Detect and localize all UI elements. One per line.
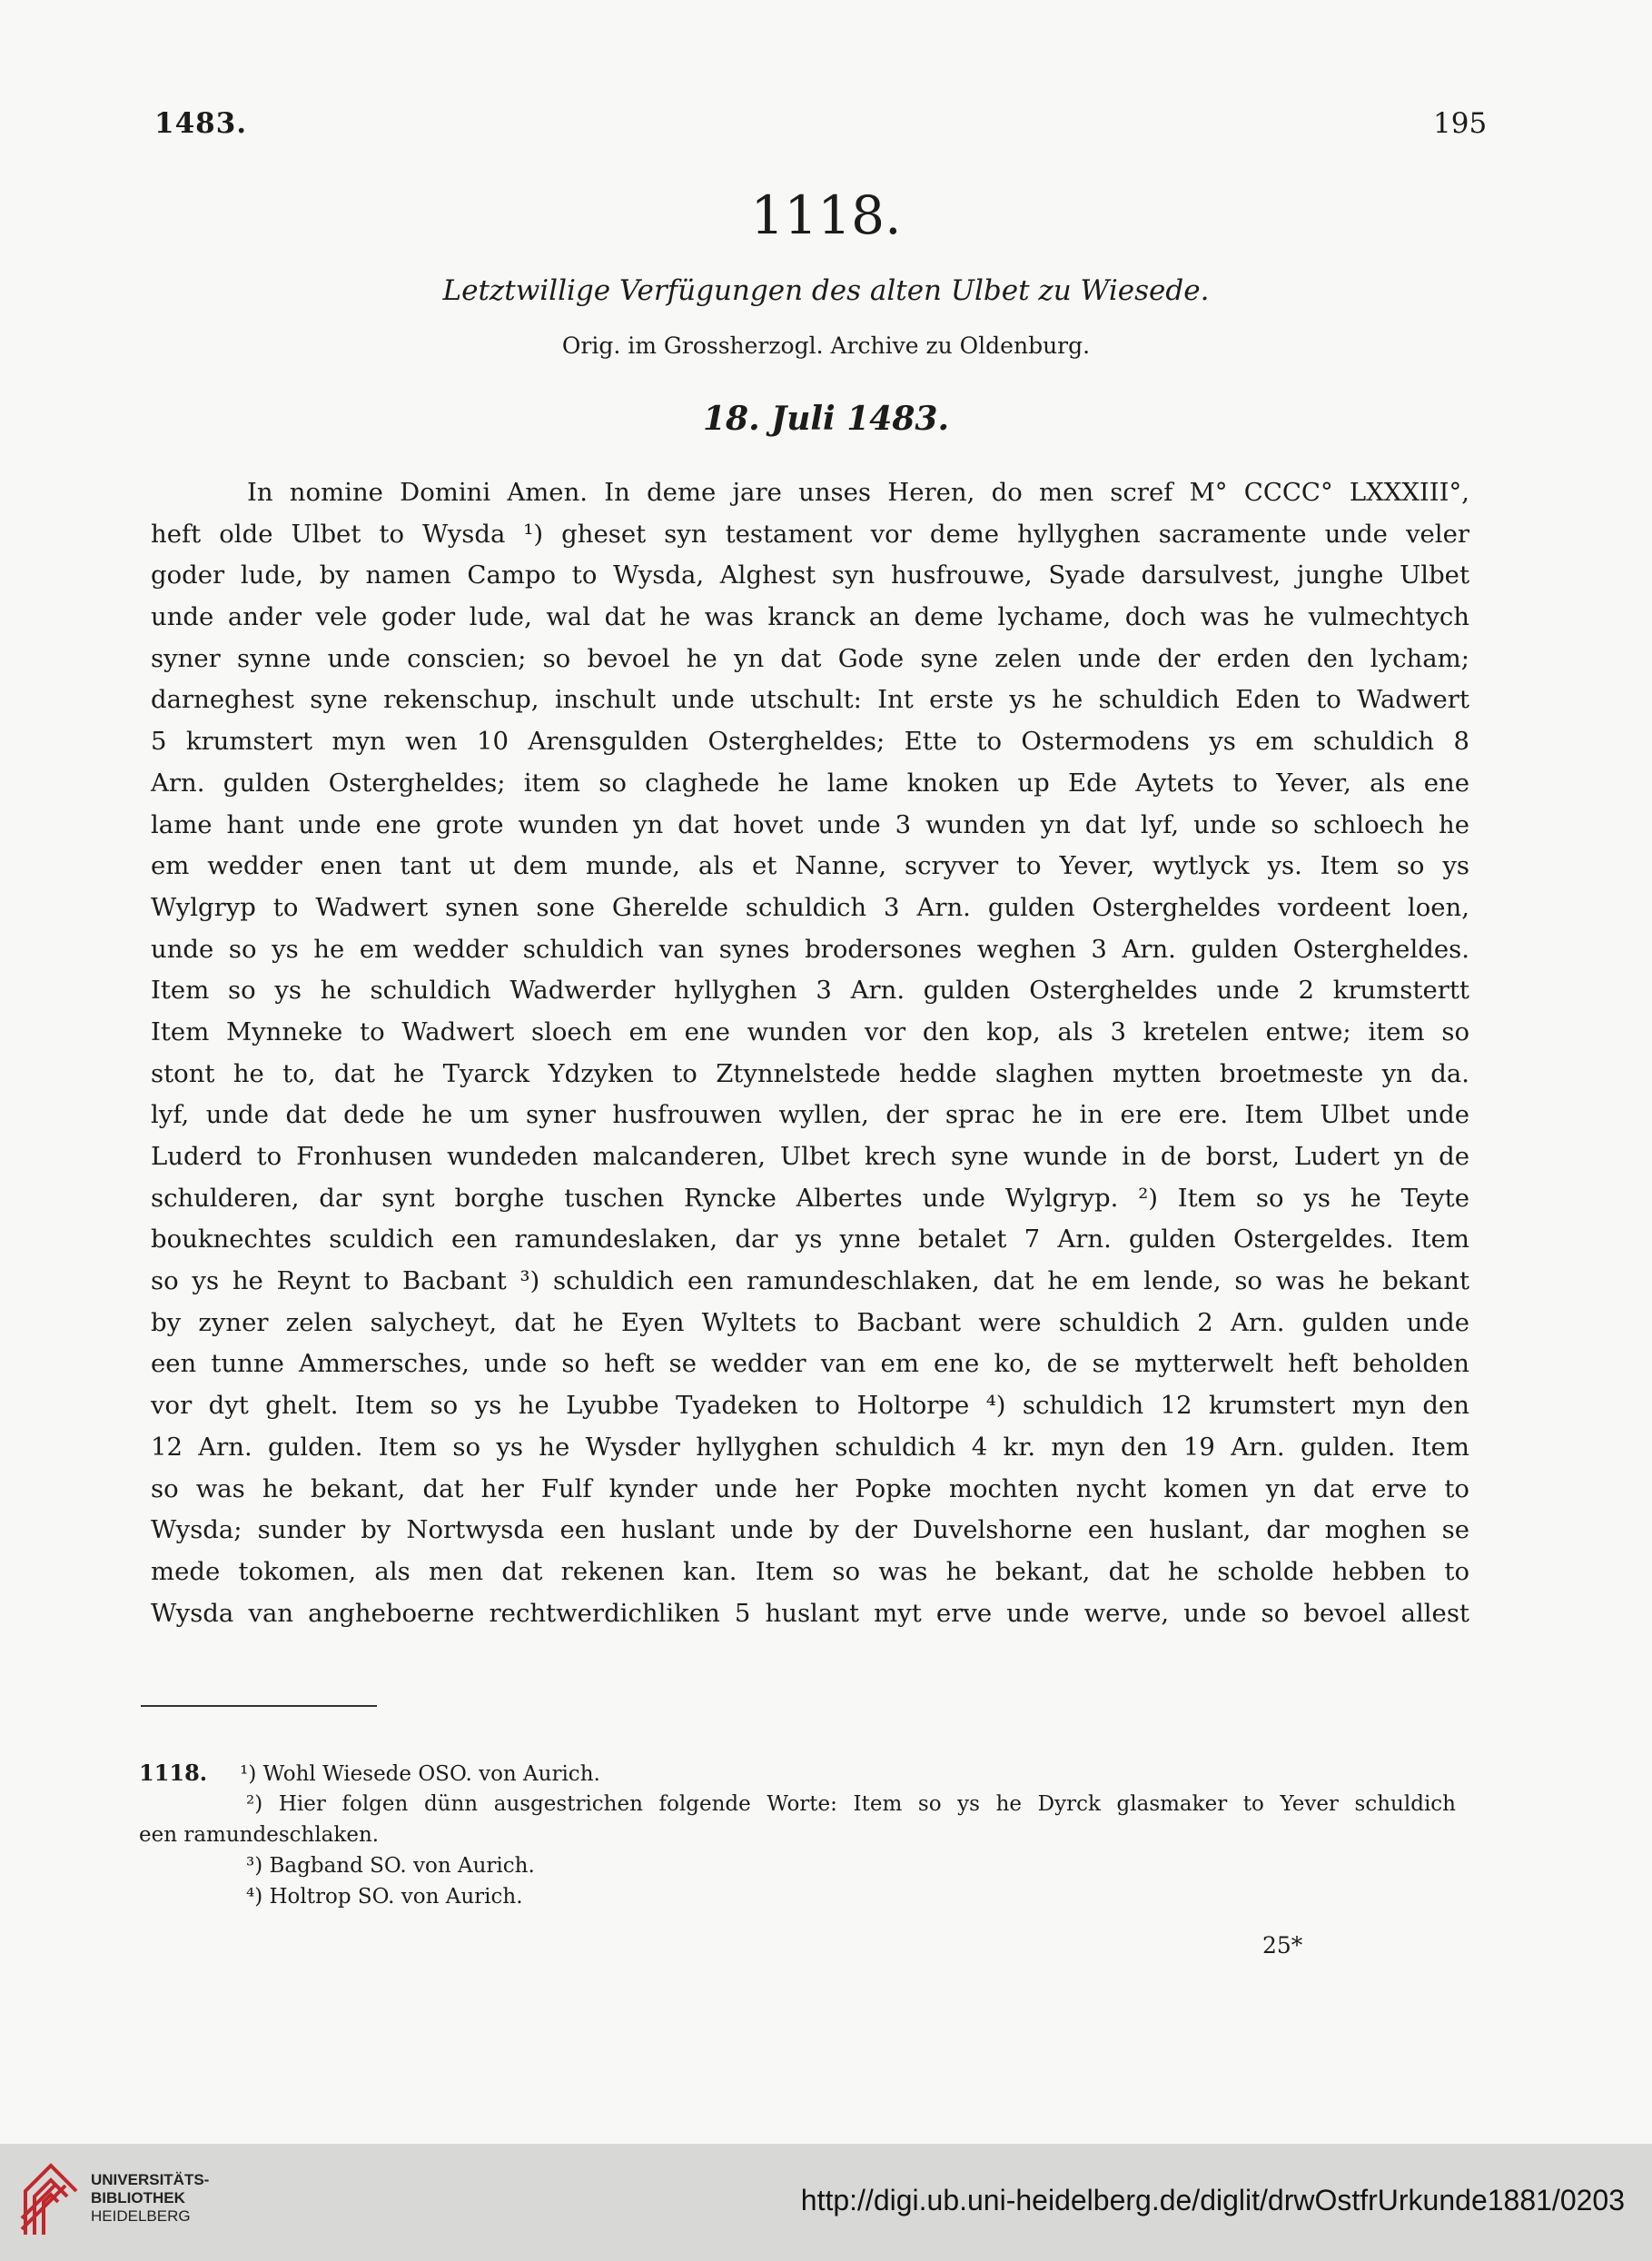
body-line: darneghest syne rekenschup, inschult unde utschult: Int erste ys he schuldich Eden to Wadwert bbox=[151, 685, 1469, 715]
body-line: bouknechtes sculdich een ramundeslaken, dar ys ynne betalet 7 Arn. gulden Ostergeldes. Item bbox=[151, 1225, 1469, 1254]
body-line: Wylgryp to Wadwert synen sone Gherelde schuldich 3 Arn. gulden Ostergheldes vordeent loen, bbox=[151, 892, 1469, 922]
body-line: een tunne Ammersches, unde so heft se wedder van em ene ko, de se mytterwelt heft beholden bbox=[151, 1349, 1469, 1379]
body-line: 12 Arn. gulden. Item so ys he Wysder hyllyghen schuldich 4 kr. myn den 19 Arn. gulden. Item bbox=[151, 1432, 1469, 1462]
footnote-divider bbox=[141, 1705, 377, 1707]
body-text bbox=[151, 472, 1469, 1634]
body-line: unde so ys he em wedder schuldich van synes brodersones weghen 3 Arn. gulden Ostergheldes. bbox=[151, 934, 1469, 964]
library-name-line-3: HEIDELBERG bbox=[91, 2207, 191, 2225]
body-line: lyf, unde dat dede he um syner husfrouwen wyllen, der sprac he in ere ere. Item Ulbet unde bbox=[151, 1100, 1469, 1130]
footnote-3: ³) Bagband SO. von Aurich. bbox=[246, 1854, 535, 1878]
footnote-2: ²) Hier folgen dünn ausgestrichen folgende Worte: Item so ys he Dyrck glasmaker to Yever schuldich bbox=[246, 1792, 1456, 1816]
body-line: Wysda van angheboerne rechtwerdichliken 5 huslant myt erve unde werve, unde so bevoel allest bbox=[151, 1598, 1469, 1628]
footnote-1-text: ¹) Wohl Wiesede OSO. von Aurich. bbox=[240, 1762, 600, 1786]
body-line: vor dyt ghelt. Item so ys he Lyubbe Tyadeken to Holtorpe ⁴) schuldich 12 krumstert myn den bbox=[151, 1391, 1469, 1421]
footnote-1 bbox=[139, 1758, 1456, 1789]
body-line: schulderen, dar synt borghe tuschen Ryncke Albertes unde Wylgryp. ²) Item so ys he Teyte bbox=[151, 1183, 1469, 1213]
body-line: em wedder enen tant ut dem munde, als et Nanne, scryver to Yever, wytlyck ys. Item so ys bbox=[151, 851, 1469, 881]
running-header-year: 1483. bbox=[154, 107, 248, 140]
body-line: syner synne unde conscien; so bevoel he yn dat Gode syne zelen unde der erden den lycham; bbox=[151, 643, 1469, 673]
body-line: Luderd to Fronhusen wundeden malcanderen, Ulbet krech syne wunde in de borst, Ludert yn de bbox=[151, 1142, 1469, 1171]
footnotes bbox=[139, 1758, 1456, 1912]
body-line: so was he bekant, dat her Fulf kynder unde her Popke mochten nycht komen yn dat erve to bbox=[151, 1473, 1469, 1503]
body-line: Item so ys he schuldich Wadwerder hyllyghen 3 Arn. gulden Ostergheldes unde 2 krumstertt bbox=[151, 976, 1469, 1006]
body-line: mede tokomen, als men dat rekenen kan. Item so was he bekant, dat he scholde hebben to bbox=[151, 1556, 1469, 1586]
body-line: Item Mynneke to Wadwert sloech em ene wunden vor den kop, als 3 kretelen entwe; item so bbox=[151, 1016, 1469, 1046]
document-source: Orig. im Grossherzogl. Archive zu Oldenburg. bbox=[561, 332, 1091, 359]
body-line: Wysda; sunder by Nortwysda een huslant unde by der Duvelshorne een huslant, dar moghen se bbox=[151, 1515, 1469, 1545]
body-line: lame hant unde ene grote wunden yn dat hovet unde 3 wunden yn dat lyf, unde so schloech he bbox=[151, 809, 1469, 839]
footnote-doc-ref: 1118. bbox=[139, 1760, 208, 1786]
body-line: heft olde Ulbet to Wysda ¹) gheset syn testament vor deme hyllyghen sacramente unde veler bbox=[151, 519, 1469, 549]
source-url-link[interactable]: http://digi.ub.uni-heidelberg.de/diglit/drwOstfrUrkunde1881/0203 bbox=[800, 2184, 1625, 2216]
body-line: In nomine Domini Amen. In deme jare unses Heren, do men scref M° CCCC° LXXXIII°, bbox=[247, 478, 1469, 507]
library-name bbox=[91, 2171, 209, 2226]
body-line: Arn. gulden Ostergheldes; item so claghede he lame knoken up Ede Aytets to Yever, als ene bbox=[151, 768, 1469, 798]
signature-mark: 25* bbox=[1262, 1932, 1303, 1959]
body-line: by zyner zelen salycheyt, dat he Eyen Wyltets to Bacbant were schuldich 2 Arn. gulden unde bbox=[151, 1307, 1469, 1337]
library-footer-bar bbox=[0, 2144, 1652, 2261]
document-date: 18. Juli 1483. bbox=[703, 400, 949, 438]
page-number: 195 bbox=[1433, 107, 1488, 140]
footnote-4: ⁴) Holtrop SO. von Aurich. bbox=[246, 1885, 523, 1909]
body-line: unde ander vele goder lude, wal dat he was kranck an deme lychame, doch was he vulmechtych bbox=[151, 602, 1469, 632]
document-number: 1118. bbox=[750, 184, 902, 246]
document-title: Letztwillige Verfügungen des alten Ulbet zu Wiesede. bbox=[442, 274, 1210, 307]
ub-heidelberg-logo-icon bbox=[18, 2155, 84, 2242]
library-name-line-1: UNIVERSITÄTS- bbox=[91, 2171, 210, 2188]
library-name-line-2: BIBLIOTHEK bbox=[91, 2189, 185, 2206]
body-line: so ys he Reynt to Bacbant ³) schuldich een ramundeschlaken, dat he em lende, so was he bekant bbox=[151, 1266, 1469, 1296]
footnote-2-continued: een ramundeschlaken. bbox=[139, 1823, 380, 1847]
body-line: stont he to, dat he Tyarck Ydzyken to Ztynnelstede hedde slaghen mytten broetmeste yn da. bbox=[151, 1058, 1469, 1088]
body-line: goder lude, by namen Campo to Wysda, Alghest syn husfrouwe, Syade darsulvest, junghe Ulbet bbox=[151, 560, 1469, 590]
body-line: 5 krumstert myn wen 10 Arensgulden Ostergheldes; Ette to Ostermodens ys em schuldich 8 bbox=[151, 727, 1469, 757]
